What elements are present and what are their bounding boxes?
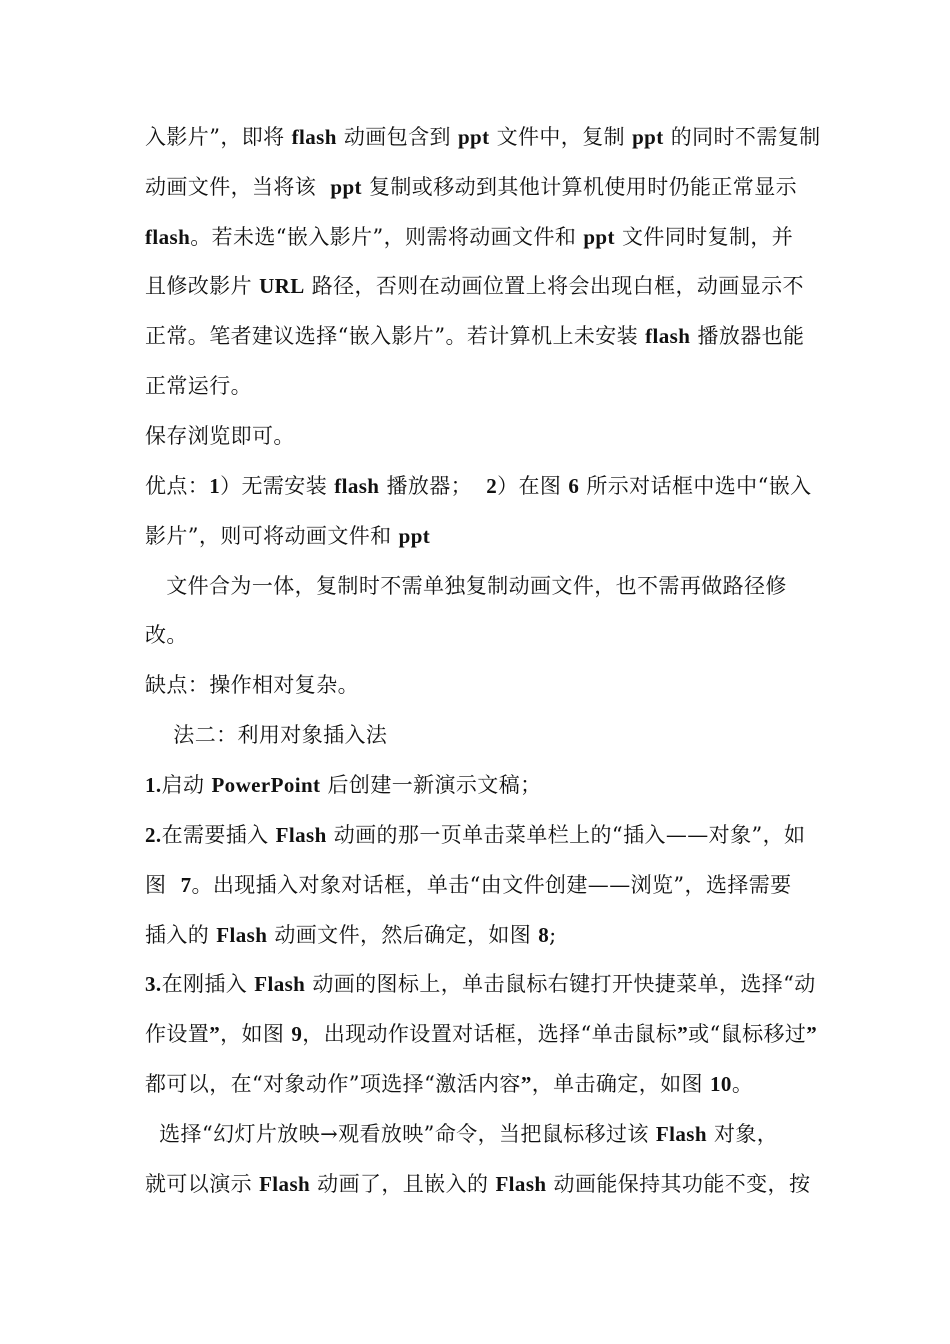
text-line: 2.在需要插入 Flash 动画的那一页单击菜单栏上的“插入——对象”，如 xyxy=(145,823,806,847)
text-line: 动画文件，当将该 ppt 复制或移动到其他计算机使用时仍能正常显示 xyxy=(145,175,797,199)
text-line: 选择“幻灯片放映→观看放映”命令，当把鼠标移过该 Flash 对象， xyxy=(145,1122,779,1146)
text-line: 作设置”，如图 9，出现动作设置对话框，选择“单击鼠标”或“鼠标移过” xyxy=(145,1022,818,1046)
text-line: 改。 xyxy=(145,623,188,647)
text-line: 图 7。出现插入对象对话框，单击“由文件创建——浏览”，选择需要 xyxy=(145,873,792,897)
text-line: flash。若未选“嵌入影片”，则需将动画文件和 ppt 文件同时复制，并 xyxy=(145,225,794,249)
text-line: 插入的 Flash 动画文件，然后确定，如图 8; xyxy=(145,923,557,947)
text-line: 都可以，在“对象动作”项选择“激活内容”，单击确定，如图 10。 xyxy=(145,1072,754,1096)
text-line: 缺点：操作相对复杂。 xyxy=(145,673,359,697)
text-line: 就可以演示 Flash 动画了，且嵌入的 Flash 动画能保持其功能不变，按 xyxy=(145,1172,811,1196)
text-line: 3.在刚插入 Flash 动画的图标上，单击鼠标右键打开快捷菜单，选择“动 xyxy=(145,972,816,996)
text-line: 入影片”，即将 flash 动画包含到 ppt 文件中，复制 ppt 的同时不需复制 xyxy=(145,125,821,149)
text-line: 正常运行。 xyxy=(145,374,252,398)
text-line: 文件合为一体，复制时不需单独复制动画文件，也不需再做路径修 xyxy=(145,574,787,598)
text-line: 保存浏览即可。 xyxy=(145,424,295,448)
section-heading: 法二：利用对象插入法 xyxy=(145,723,388,747)
text-line: 1.启动 PowerPoint 后创建一新演示文稿； xyxy=(145,773,542,797)
text-line: 正常。笔者建议选择“嵌入影片”。若计算机上未安装 flash 播放器也能 xyxy=(145,324,805,348)
text-line: 影片”，则可将动画文件和 ppt xyxy=(145,524,431,548)
text-line: 且修改影片 URL 路径，否则在动画位置上将会出现白框，动画显示不 xyxy=(145,274,804,298)
text-line: 优点：1）无需安装 flash 播放器； 2）在图 6 所示对话框中选中“嵌入 xyxy=(145,474,812,498)
